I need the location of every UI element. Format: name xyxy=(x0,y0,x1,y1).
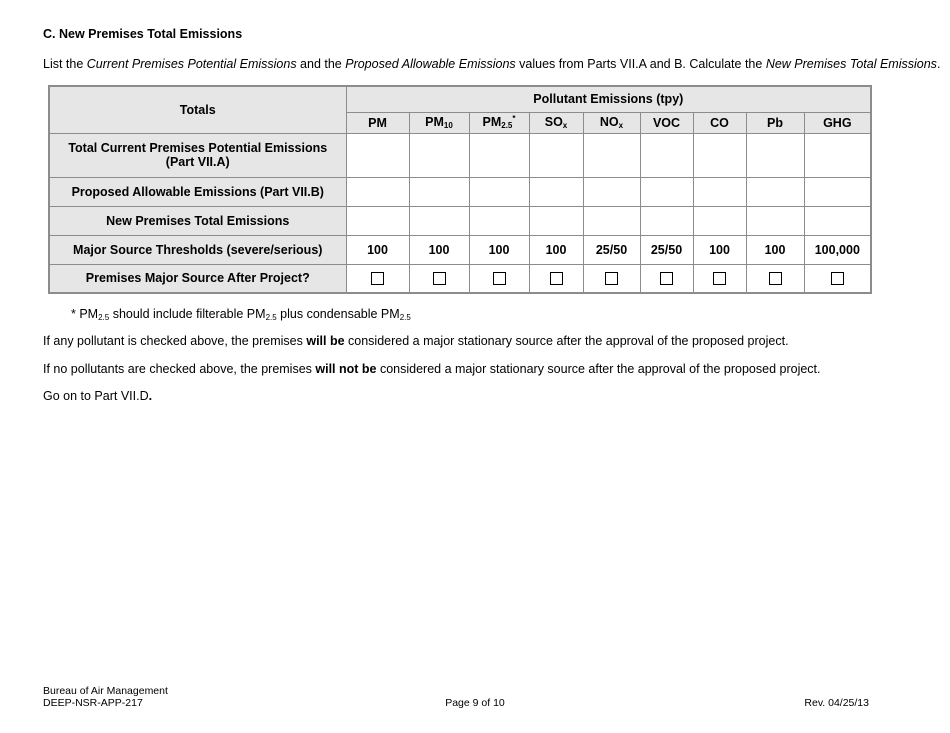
table-row xyxy=(49,133,871,177)
value-cell[interactable] xyxy=(346,177,409,206)
footer-revision: Rev. 04/25/13 xyxy=(804,697,869,709)
column-header-base: CO xyxy=(710,115,729,130)
emissions-table xyxy=(48,85,872,294)
checkbox-cell xyxy=(693,264,746,293)
column-header-sub: x xyxy=(562,121,568,130)
value-cell[interactable] xyxy=(346,206,409,235)
column-header-base: GHG xyxy=(823,115,852,130)
column-header xyxy=(583,112,640,133)
footer-page-number: Page 9 of 10 xyxy=(445,697,505,709)
column-header xyxy=(804,112,871,133)
column-header xyxy=(693,112,746,133)
value-cell[interactable] xyxy=(640,206,693,235)
column-header-base: VOC xyxy=(652,115,681,130)
value-cell: 100 xyxy=(409,235,469,264)
value-cell: 100 xyxy=(693,235,746,264)
value-cell[interactable] xyxy=(529,206,583,235)
pollutant-group-header: Pollutant Emissions (tpy) xyxy=(346,86,871,112)
column-header xyxy=(409,112,469,133)
note-sub1: 2.5 xyxy=(98,313,110,322)
intro-t4: . xyxy=(936,57,941,71)
intro-text xyxy=(43,57,940,71)
column-header-sub: 10 xyxy=(443,121,453,130)
note-mid: should include filterable PM xyxy=(109,307,266,321)
column-header-sub: x xyxy=(618,121,624,130)
value-cell: 25/50 xyxy=(640,235,693,264)
value-cell[interactable] xyxy=(583,177,640,206)
note-mid2: plus condensable PM xyxy=(276,307,400,321)
pm25-footnote xyxy=(71,307,411,322)
checkbox-row xyxy=(49,264,871,293)
table-row xyxy=(49,206,871,235)
major-source-checkbox[interactable] xyxy=(433,272,446,285)
value-cell[interactable] xyxy=(640,177,693,206)
value-cell[interactable] xyxy=(804,206,871,235)
p1-post: considered a major stationary source after the approval of the proposed project. xyxy=(344,334,789,348)
intro-t3: values from Parts VII.A and B. Calculate the xyxy=(515,57,766,71)
checkbox-cell xyxy=(804,264,871,293)
value-cell[interactable] xyxy=(693,206,746,235)
value-cell[interactable] xyxy=(469,206,529,235)
value-cell: 100 xyxy=(746,235,804,264)
p2-bold: will not be xyxy=(315,362,377,376)
major-source-checkbox[interactable] xyxy=(660,272,673,285)
value-cell[interactable] xyxy=(409,206,469,235)
table-row xyxy=(49,235,871,264)
column-header-base: PM xyxy=(425,115,444,129)
p2-post: considered a major stationary source after the approval of the proposed project. xyxy=(376,362,821,376)
intro-new-premises: New Premises Total Emissions xyxy=(765,57,937,71)
value-cell: 100 xyxy=(469,235,529,264)
column-header-sub: 2.5 xyxy=(501,121,513,131)
intro-t2: and the xyxy=(296,57,346,71)
value-cell[interactable] xyxy=(693,133,746,177)
value-cell[interactable] xyxy=(583,133,640,177)
value-cell[interactable] xyxy=(409,133,469,177)
value-cell[interactable] xyxy=(529,177,583,206)
totals-header: Totals xyxy=(49,86,346,133)
checkbox-cell xyxy=(469,264,529,293)
checkbox-cell xyxy=(346,264,409,293)
value-cell[interactable] xyxy=(409,177,469,206)
value-cell[interactable] xyxy=(746,206,804,235)
paragraph-will-not-be xyxy=(43,362,821,376)
value-cell[interactable] xyxy=(746,177,804,206)
major-source-checkbox[interactable] xyxy=(831,272,844,285)
intro-current-premises: Current Premises Potential Emissions xyxy=(86,57,297,71)
row-label: Major Source Thresholds (severe/serious) xyxy=(49,235,346,264)
value-cell: 100,000 xyxy=(804,235,871,264)
value-cell[interactable] xyxy=(640,133,693,177)
value-cell[interactable] xyxy=(583,206,640,235)
row-label-line1: Total Current Premises Potential Emissions xyxy=(68,141,328,155)
row-label xyxy=(49,133,346,177)
major-source-checkbox[interactable] xyxy=(493,272,506,285)
value-cell: 100 xyxy=(346,235,409,264)
footer-agency: Bureau of Air Management xyxy=(43,685,168,697)
column-header-sup: * xyxy=(512,114,516,124)
row-label: Premises Major Source After Project? xyxy=(49,264,346,293)
note-sub3: 2.5 xyxy=(399,313,411,322)
intro-proposed-allowable: Proposed Allowable Emissions xyxy=(345,57,516,71)
column-header-base: Pb xyxy=(767,115,783,130)
p3-bold: . xyxy=(148,389,153,403)
intro-t1: List the xyxy=(43,57,87,71)
section-heading: C. New Premises Total Emissions xyxy=(43,27,243,41)
row-label: Proposed Allowable Emissions (Part VII.B) xyxy=(49,177,346,206)
major-source-checkbox[interactable] xyxy=(605,272,618,285)
major-source-checkbox[interactable] xyxy=(371,272,384,285)
value-cell[interactable] xyxy=(469,133,529,177)
value-cell: 100 xyxy=(529,235,583,264)
checkbox-cell xyxy=(409,264,469,293)
checkbox-cell xyxy=(529,264,583,293)
p1-bold: will be xyxy=(306,334,345,348)
major-source-checkbox[interactable] xyxy=(713,272,726,285)
column-header-base: NO xyxy=(599,115,619,129)
value-cell[interactable] xyxy=(804,133,871,177)
value-cell: 25/50 xyxy=(583,235,640,264)
table-row xyxy=(49,177,871,206)
column-header xyxy=(529,112,583,133)
paragraph-go-on xyxy=(43,389,152,403)
column-header xyxy=(640,112,693,133)
checkbox-cell xyxy=(583,264,640,293)
column-header-base: PM xyxy=(368,115,387,130)
value-cell[interactable] xyxy=(529,133,583,177)
major-source-checkbox[interactable] xyxy=(769,272,782,285)
checkbox-cell xyxy=(746,264,804,293)
note-sub2: 2.5 xyxy=(265,313,277,322)
column-header-base: SO xyxy=(544,115,563,129)
paragraph-will-be xyxy=(43,334,789,348)
p2-pre: If no pollutants are checked above, the premises xyxy=(43,362,316,376)
value-cell[interactable] xyxy=(804,177,871,206)
value-cell[interactable] xyxy=(469,177,529,206)
footer-form-id: DEEP-NSR-APP-217 xyxy=(43,697,143,709)
column-header xyxy=(469,112,529,133)
major-source-checkbox[interactable] xyxy=(550,272,563,285)
checkbox-cell xyxy=(640,264,693,293)
value-cell[interactable] xyxy=(693,177,746,206)
row-label-line2: (Part VII.A) xyxy=(165,155,230,169)
value-cell[interactable] xyxy=(746,133,804,177)
column-header-base: PM xyxy=(482,115,502,130)
column-header xyxy=(746,112,804,133)
note-star: * PM xyxy=(71,307,99,321)
p1-pre: If any pollutant is checked above, the premises xyxy=(43,334,307,348)
column-header xyxy=(346,112,409,133)
row-label: New Premises Total Emissions xyxy=(49,206,346,235)
value-cell[interactable] xyxy=(346,133,409,177)
p3-pre: Go on to Part VII.D xyxy=(43,389,149,403)
